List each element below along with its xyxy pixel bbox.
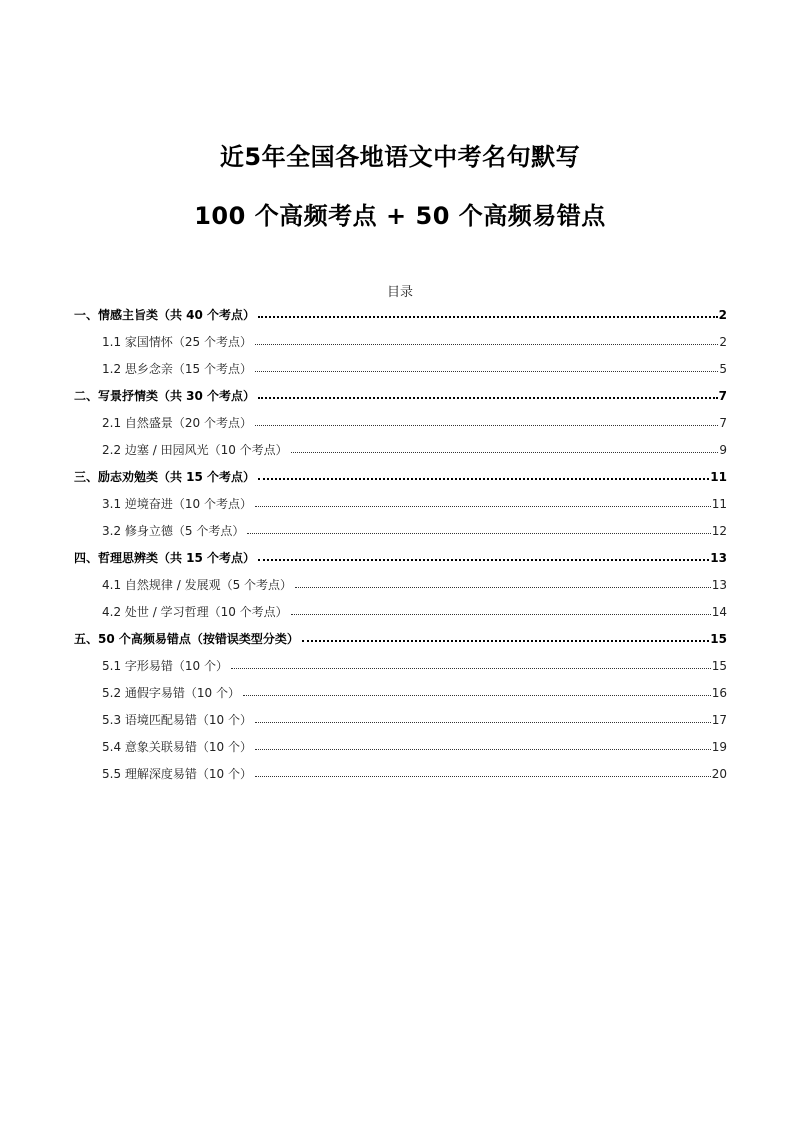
toc-section-entry[interactable]: [74, 549, 727, 576]
toc-section-entry[interactable]: [74, 387, 727, 414]
toc-entry-label: 2.2 边塞 / 田园风光（10 个考点）: [102, 443, 288, 457]
toc-page-number: 11: [711, 497, 727, 511]
toc-entry-label: 一、情感主旨类（共 40 个考点）: [74, 308, 256, 322]
toc-section-entry[interactable]: [74, 630, 727, 657]
toc-entry-label: 5.1 字形易错（10 个）: [102, 659, 228, 673]
toc-dot-leader: [231, 667, 711, 669]
toc-dot-leader: [255, 505, 711, 507]
toc-page-number: 13: [711, 578, 727, 592]
toc-subsection-entry[interactable]: [74, 441, 727, 468]
toc-subsection-entry[interactable]: [74, 765, 727, 792]
toc-entry-label: 5.2 通假字易错（10 个）: [102, 686, 240, 700]
document-subtitle: 100 个高频考点 + 50 个高频易错点: [194, 202, 606, 230]
toc-page-number: 16: [711, 686, 727, 700]
toc-dot-leader: [258, 315, 718, 318]
toc-subsection-entry[interactable]: [74, 360, 727, 387]
toc-entry-label: 5.5 理解深度易错（10 个）: [102, 767, 252, 781]
toc-page-number: 2: [719, 335, 727, 349]
toc-entry-label: 3.2 修身立德（5 个考点）: [102, 524, 245, 538]
toc-dot-leader: [255, 721, 711, 723]
toc-page-number: 13: [710, 551, 727, 565]
toc-dot-leader: [255, 424, 718, 426]
toc-dot-leader: [255, 370, 718, 372]
toc-entry-label: 1.1 家国情怀（25 个考点）: [102, 335, 252, 349]
toc-subsection-entry[interactable]: [74, 738, 727, 765]
toc-dot-leader: [291, 613, 711, 615]
toc-dot-leader: [258, 396, 718, 399]
toc-dot-leader: [255, 343, 718, 345]
toc-heading: 目录: [386, 285, 413, 300]
toc-entry-label: 4.1 自然规律 / 发展观（5 个考点）: [102, 578, 293, 592]
toc-subsection-entry[interactable]: [74, 333, 727, 360]
toc-subsection-entry[interactable]: [74, 522, 727, 549]
toc-page-number: 14: [711, 605, 727, 619]
toc-subsection-entry[interactable]: [74, 684, 727, 711]
toc-page-number: 15: [710, 632, 727, 646]
toc-dot-leader: [255, 748, 711, 750]
toc-dot-leader: [295, 586, 711, 588]
toc-dot-leader: [243, 694, 711, 696]
document-title: 近5年全国各地语文中考名句默写: [219, 143, 581, 171]
toc-entry-label: 三、励志劝勉类（共 15 个考点）: [74, 470, 256, 484]
toc-dot-leader: [258, 477, 709, 480]
toc-dot-leader: [255, 775, 711, 777]
toc-entry-label: 二、写景抒情类（共 30 个考点）: [74, 389, 256, 403]
toc-subsection-entry[interactable]: [74, 576, 727, 603]
toc-entry-label: 1.2 思乡念亲（15 个考点）: [102, 362, 252, 376]
toc-subsection-entry[interactable]: [74, 711, 727, 738]
toc-page-number: 5: [719, 362, 727, 376]
toc-subsection-entry[interactable]: [74, 657, 727, 684]
toc-page-number: 11: [710, 470, 727, 484]
toc-page-number: 7: [719, 416, 727, 430]
toc-entry-label: 四、哲理思辨类（共 15 个考点）: [74, 551, 256, 565]
toc-page-number: 19: [711, 740, 727, 754]
toc-subsection-entry[interactable]: [74, 495, 727, 522]
toc-dot-leader: [291, 451, 718, 453]
toc-subsection-entry[interactable]: [74, 603, 727, 630]
toc-dot-leader: [302, 639, 709, 642]
toc-page-number: 20: [711, 767, 727, 781]
toc-entry-label: 2.1 自然盛景（20 个考点）: [102, 416, 252, 430]
toc-page-number: 12: [711, 524, 727, 538]
toc-subsection-entry[interactable]: [74, 414, 727, 441]
toc-entry-label: 5.3 语境匹配易错（10 个）: [102, 713, 252, 727]
toc-entry-label: 五、50 个高频易错点（按错误类型分类）: [74, 632, 299, 646]
toc-page-number: 15: [711, 659, 727, 673]
toc-section-entry[interactable]: [74, 468, 727, 495]
toc-dot-leader: [247, 532, 710, 534]
toc-page-number: 2: [718, 308, 727, 322]
toc-dot-leader: [258, 558, 709, 561]
toc-entry-label: 4.2 处世 / 学习哲理（10 个考点）: [102, 605, 288, 619]
toc-page-number: 7: [718, 389, 727, 403]
toc-entry-label: 5.4 意象关联易错（10 个）: [102, 740, 252, 754]
toc-page-number: 9: [719, 443, 727, 457]
toc-page-number: 17: [711, 713, 727, 727]
table-of-contents: [74, 306, 727, 792]
toc-section-entry[interactable]: [74, 306, 727, 333]
toc-entry-label: 3.1 逆境奋进（10 个考点）: [102, 497, 252, 511]
